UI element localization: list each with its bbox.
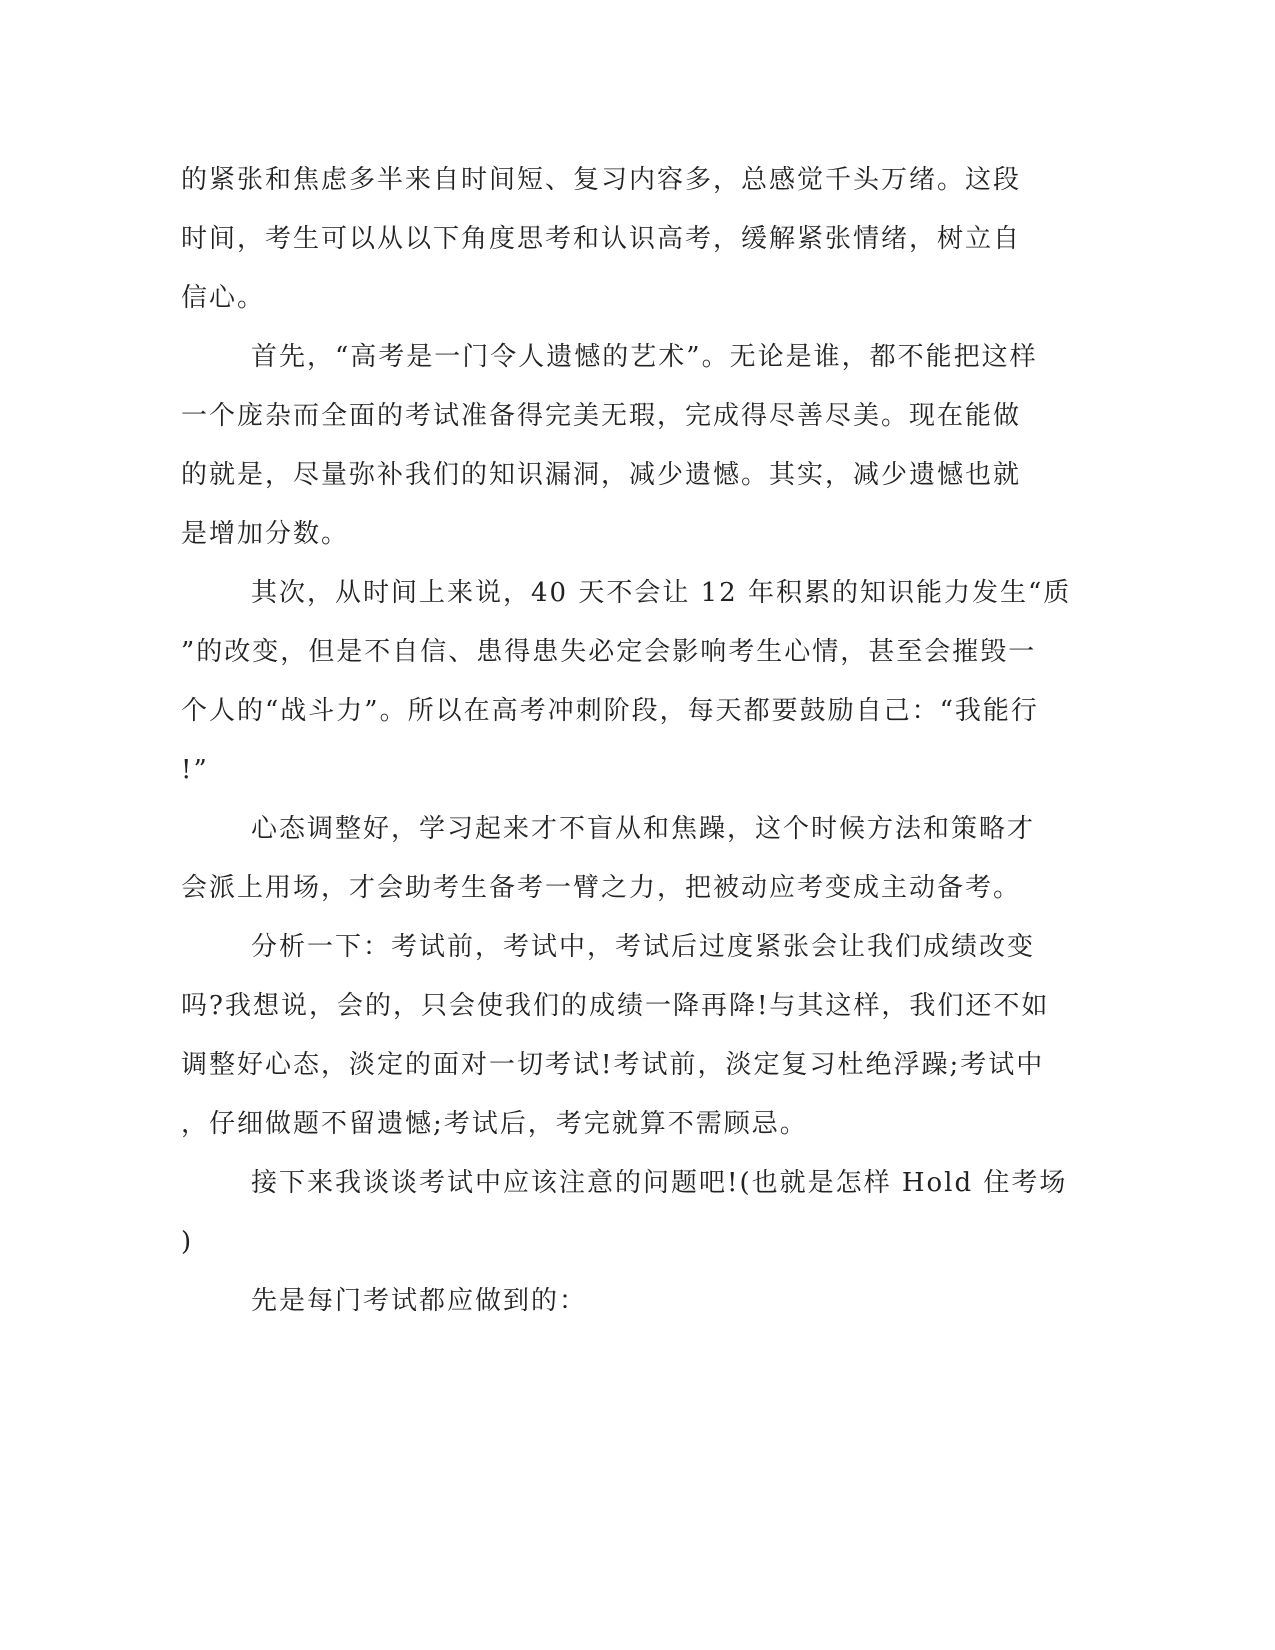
paragraph-start: 先是每门考试都应做到的：	[251, 1286, 588, 1316]
text-line: 时间，考生可以从以下角度思考和认识高考，缓解紧张情绪，树立自	[181, 224, 1022, 254]
text-line: ，仔细做题不留遗憾;考试后，考完就算不需顾忌。	[181, 1109, 808, 1139]
paragraph-start: 心态调整好，学习起来才不盲从和焦躁，这个时候方法和策略才	[251, 814, 1036, 844]
text-line: !”	[181, 755, 209, 785]
text-line: 的就是，尽量弥补我们的知识漏洞，减少遗憾。其实，减少遗憾也就	[181, 460, 1022, 490]
paragraph-start: 其次，从时间上来说，40 天不会让 12 年积累的知识能力发生“质	[251, 578, 1072, 608]
text-line: 吗?我想说，会的，只会使我们的成绩一降再降!与其这样，我们还不如	[181, 991, 1050, 1021]
text-line: 的紧张和焦虑多半来自时间短、复习内容多，总感觉千头万绪。这段	[181, 165, 1022, 195]
text-line: 会派上用场，才会助考生备考一臂之力，把被动应考变成主动备考。	[181, 873, 1022, 903]
text-line: 一个庞杂而全面的考试准备得完美无瑕，完成得尽善尽美。现在能做	[181, 401, 1022, 431]
text-line: 调整好心态，淡定的面对一切考试!考试前，淡定复习杜绝浮躁;考试中	[181, 1050, 1045, 1080]
text-line: )	[181, 1227, 194, 1257]
text-line: ”的改变，但是不自信、患得患失必定会影响考生心情，甚至会摧毁一	[181, 637, 1037, 667]
text-line: 信心。	[181, 283, 266, 313]
paragraph-start: 分析一下：考试前，考试中，考试后过度紧张会让我们成绩改变	[251, 932, 1036, 962]
paragraph-start: 首先，“高考是一门令人遗憾的艺术”。无论是谁，都不能把这样	[251, 342, 1038, 372]
paragraph-start: 接下来我谈谈考试中应该注意的问题吧!(也就是怎样 Hold 住考场	[251, 1168, 1068, 1198]
text-line: 个人的“战斗力”。所以在高考冲刺阶段，每天都要鼓励自己：“我能行	[181, 696, 1039, 726]
text-line: 是增加分数。	[181, 519, 350, 549]
